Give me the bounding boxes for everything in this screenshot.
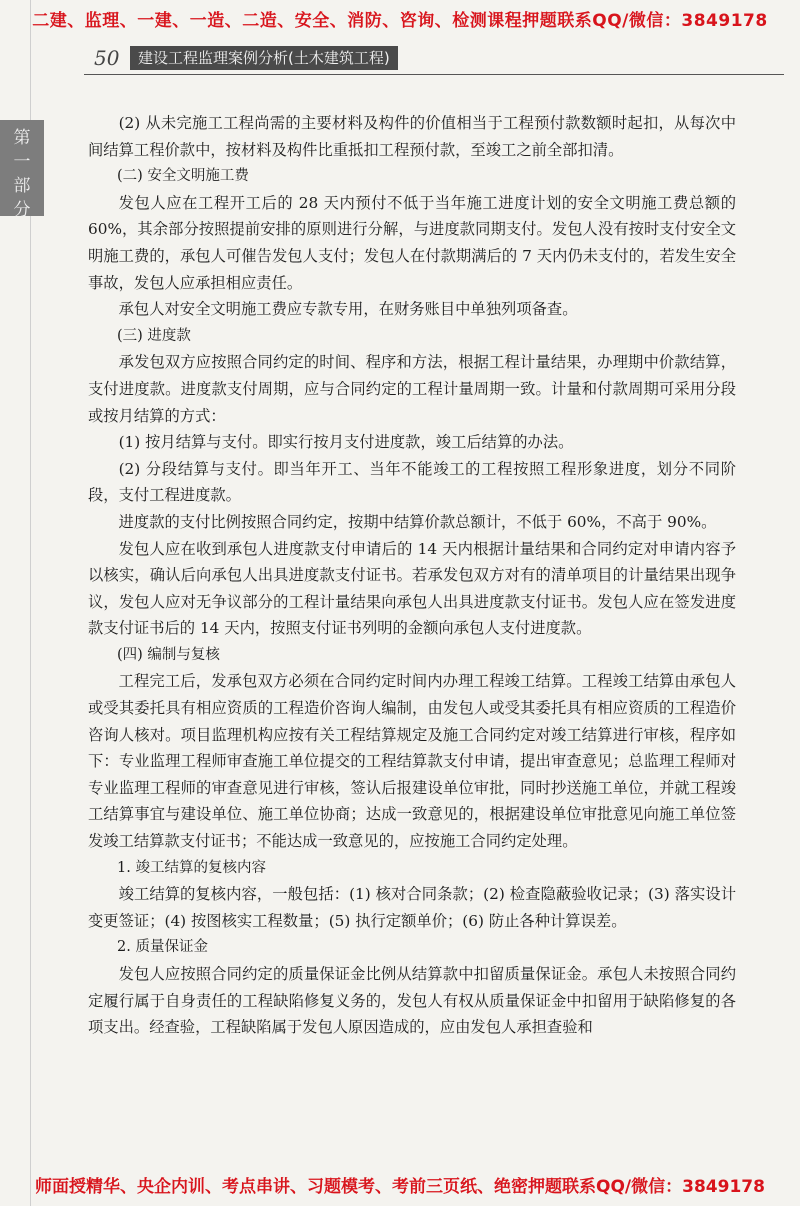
body-paragraph: 承包人对安全文明施工费应专款专用，在财务账目中单独列项备查。 bbox=[118, 300, 578, 319]
body-paragraph: 进度款的支付比例按照合同约定，按期中结算价款总额计，不低于 60%，不高于 90%。 bbox=[118, 512, 717, 531]
body-paragraph: 发包人应在工程开工后的 28 天内预付不低于当年施工进度计划的安全文明施工费总额的 60%，其余部分按照提前安排的原则进行分解，与进度款同期支付。发包人没有按时支付安全文明施工费的，承包人可催告发包人支付；发包人在付款期满后的 7 天内仍未支付的，若发生安全事故，发包人应承担相应责任。 bbox=[88, 193, 736, 292]
top-banner: 二建、监理、一建、一造、二造、安全、消防、咨询、检测课程押题联系QQ/微信：3849178 bbox=[32, 11, 768, 31]
body-paragraph: (2) 分段结算与支付。即当年开工、当年不能竣工的工程按照工程形象进度，划分不同阶段，支付工程进度款。 bbox=[88, 459, 736, 505]
side-tab-char: 分 bbox=[13, 200, 31, 220]
body-paragraph: 承发包双方应按照合同约定的时间、程序和方法，根据工程计量结果，办理期中价款结算，支付进度款。进度款支付周期，应与合同约定的工程计量周期一致。计量和付款周期可采用分段或按月结算的方式： bbox=[88, 353, 736, 425]
side-tab-char: 部 bbox=[13, 176, 31, 196]
side-tab-char: 第 bbox=[13, 128, 31, 148]
side-tab-char: 一 bbox=[13, 152, 31, 172]
book-title: 建设工程监理案例分析(土木建筑工程) bbox=[130, 46, 398, 70]
body-paragraph: 发包人应按照合同约定的质量保证金比例从结算款中扣留质量保证金。承包人未按照合同约定履行属于自身责任的工程缺陷修复义务的，发包人有权从质量保证金中扣留用于缺陷修复的各项支出。经查验，工程缺陷属于发包人原因造成的，应由发包人承担查验和 bbox=[88, 965, 736, 1037]
body-paragraph: 竣工结算的复核内容，一般包括：(1) 核对合同条款；(2) 检查隐蔽验收记录；(3) 落实设计变更签证；(4) 按图核实工程数量；(5) 执行定额单价；(6) 防止各种计算误差。 bbox=[88, 885, 736, 930]
page-body bbox=[88, 110, 736, 1041]
section-heading: (四) 编制与复核 bbox=[117, 646, 220, 663]
bottom-banner: 师面授精华、央企内训、考点串讲、习题模考、考前三页纸、绝密押题联系QQ/微信：3849178 bbox=[35, 1177, 765, 1197]
body-paragraph: 发包人应在收到承包人进度款支付申请后的 14 天内根据计量结果和合同约定对申请内容予以核实，确认后向承包人出具进度款支付证书。若承发包双方对有的清单项目的计量结果出现争议，发包人应对无争议部分的工程计量结果向承包人出具进度款支付证书。发包人应在签发进度款支付证书后的 14 天内，按照支付证书列明的金额向承包人支付进度款。 bbox=[88, 539, 736, 638]
page-number: 50 bbox=[94, 46, 120, 70]
section-heading: 2. 质量保证金 bbox=[117, 939, 208, 956]
section-heading: (二) 安全文明施工费 bbox=[117, 168, 249, 185]
body-paragraph: (1) 按月结算与支付。即实行按月支付进度款，竣工后结算的办法。 bbox=[118, 433, 574, 452]
section-heading: 1. 竣工结算的复核内容 bbox=[117, 859, 266, 876]
part-side-tab bbox=[0, 120, 44, 220]
page-header bbox=[84, 44, 784, 74]
body-paragraph: (2) 从未完施工工程尚需的主要材料及构件的价值相当于工程预付款数额时起扣，从每次中间结算工程价款中，按材料及构件比重抵扣工程预付款，至竣工之前全部扣清。 bbox=[88, 114, 736, 159]
body-paragraph: 工程完工后，发承包双方必须在合同约定时间内办理工程竣工结算。工程竣工结算由承包人或受其委托具有相应资质的工程造价咨询人编制，由发包人或受其委托具有相应资质的工程造价咨询人核对。项目监理机构应按有关工程结算规定及施工合同约定对竣工结算进行审核，程序如下：专业监理工程师审查施工单位提交的工程结算款支付申请，提出审查意见；总监理工程师对专业监理工程师的审查意见进行审核，签认后报建设单位审批，同时抄送施工单位，并就工程竣工结算事宜与建设单位、施工单位协商；达成一致意见的，根据建设单位审批意见向施工单位签发竣工结算款支付证书；不能达成一致意见的，应按施工合同约定处理。 bbox=[88, 672, 736, 851]
header-rule bbox=[84, 74, 784, 75]
section-heading: (三) 进度款 bbox=[117, 327, 191, 344]
